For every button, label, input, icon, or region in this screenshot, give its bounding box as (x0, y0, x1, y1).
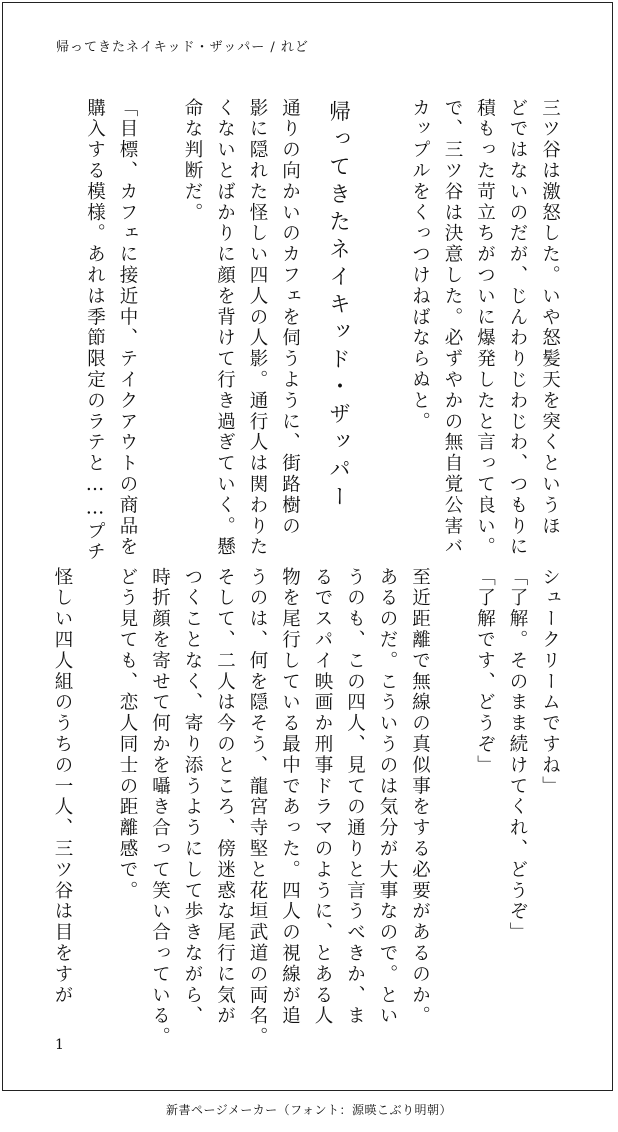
text-column: くないとばかりに顔を背けて行き過ぎていく。懸 (214, 98, 236, 558)
text-column: 三ツ谷は激怒した。いや怒髪天を突くというほ (539, 98, 561, 537)
text-column: どではないのだが、じんわりじわじわ、つもりに (507, 98, 528, 558)
text-column: 「了解。そのまま続けてくれ、どうぞ」 (507, 567, 528, 944)
text-column: るでスパイ映画か刑事ドラマのように、とある人 (312, 567, 333, 1027)
page-number: 1 (55, 1037, 64, 1053)
text-column: 積もった苛立ちがついに爆発したと言って良い。 (474, 98, 496, 558)
chapter-title: 帰ってきたネイキッド・ザッパー (325, 100, 351, 513)
text-column: つくことなく、寄り添うようにして歩きながら、 (182, 567, 203, 1027)
text-column: 購入する模様。あれは季節限定のラテと……プチ (84, 98, 106, 563)
footer-credit: 新書ページメーカー（フォント：源暎こぶり明朝） (165, 1103, 453, 1117)
text-column: カップルをくっつけねばならぬと。 (409, 98, 431, 433)
text-column: あるのだ。こういうのは気分が大事なので。とい (377, 567, 398, 1027)
running-header: 帰ってきたネイキッド・ザッパー / れど (56, 40, 309, 55)
text-column: で、三ツ谷は決意した。必ずやかの無自覚公害バ (442, 98, 463, 558)
text-column: シュークリームですね」 (539, 567, 561, 797)
text-column: うのも、この四人、見ての通りと言うべきか、ま (344, 567, 366, 1027)
text-column: 怪しい四人組のうちの一人、三ツ谷は目をすが (52, 567, 73, 1006)
text-column: 通りの向かいのカフェを伺うように、街路樹の (279, 98, 301, 537)
text-column: うのは、何を隠そう、龍宮寺堅と花垣武道の両名。 (247, 567, 268, 1048)
text-column: 命な判断だ。 (182, 98, 203, 224)
text-column: どう見ても、恋人同士の距離感で。 (117, 567, 138, 902)
text-column: 物を尾行している最中であった。四人の視線が追 (279, 567, 301, 1027)
text-column: 影に隠れた怪しい四人の人影。通行人は関わりた (247, 98, 268, 558)
text-column: 「了解です、どうぞ」 (474, 567, 496, 776)
text-column: 「目標、カフェに接近中、テイクアウトの商品を (117, 98, 138, 558)
text-column: 時折顔を寄せて何かを囁き合って笑い合っている。 (149, 567, 171, 1048)
text-column: 至近距離で無線の真似事をする必要があるのか。 (409, 567, 431, 1027)
text-column: そして、二人は今のところ、傍迷惑な尾行に気が (214, 567, 236, 1027)
